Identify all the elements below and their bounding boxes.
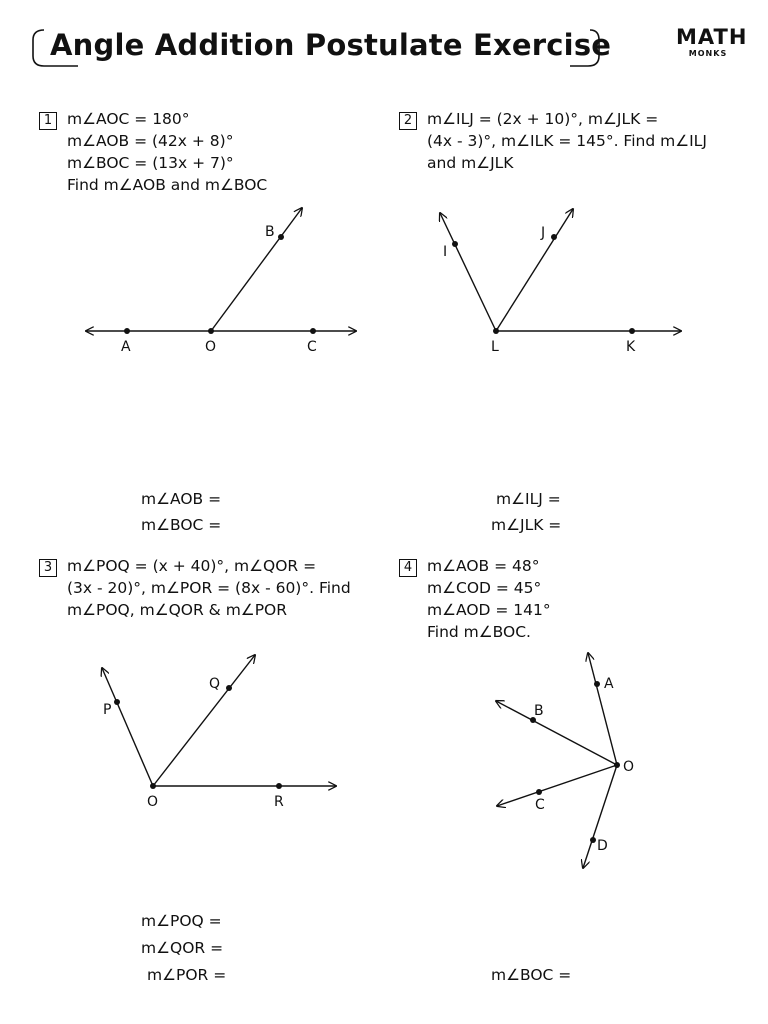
problem-1-line-3: m∠BOC = (13x + 7)° xyxy=(67,154,234,172)
problem-2-line-2: (4x - 3)°, m∠ILK = 145°. Find m∠ILJ xyxy=(427,132,707,150)
ray-oq xyxy=(153,655,255,786)
ray-lj xyxy=(496,209,573,331)
problem-4-line-4: Find m∠BOC. xyxy=(427,623,531,641)
answer-jlk[interactable]: m∠JLK = xyxy=(491,516,562,534)
problem-4-line-3: m∠AOD = 141° xyxy=(427,601,551,619)
problem-3-line-1: m∠POQ = (x + 40)°, m∠QOR = xyxy=(67,557,317,575)
ray-li xyxy=(440,213,496,331)
point-r xyxy=(276,783,282,789)
problem-number: 2 xyxy=(399,112,417,130)
ray-ob xyxy=(211,208,302,331)
label-o: O xyxy=(147,794,159,810)
point-o xyxy=(150,783,156,789)
point-o xyxy=(208,328,214,334)
point-b xyxy=(278,234,284,240)
ray-oc xyxy=(497,765,617,806)
answer-boc[interactable]: m∠BOC = xyxy=(141,516,222,534)
problem-4-line-1: m∠AOB = 48° xyxy=(427,557,540,575)
figure-2 xyxy=(440,209,681,355)
label-b: B xyxy=(534,703,544,719)
point-l xyxy=(493,328,499,334)
problem-number: 4 xyxy=(399,559,417,577)
point-d xyxy=(590,837,596,843)
figure-3 xyxy=(102,655,336,810)
problem-number: 1 xyxy=(39,112,57,130)
point-c xyxy=(310,328,316,334)
point-j xyxy=(551,234,557,240)
answer-ilj[interactable]: m∠ILJ = xyxy=(496,490,561,508)
point-k xyxy=(629,328,635,334)
label-k: K xyxy=(626,339,636,355)
problem-2-line-3: and m∠JLK xyxy=(427,154,514,172)
label-o: O xyxy=(205,339,217,355)
problem-3-line-3: m∠POQ, m∠QOR & m∠POR xyxy=(67,601,288,619)
point-a xyxy=(124,328,130,334)
label-a: A xyxy=(121,339,131,355)
answer-por[interactable]: m∠POR = xyxy=(147,966,227,984)
label-d: D xyxy=(597,838,608,854)
label-c: C xyxy=(535,797,545,813)
answer-boc-4[interactable]: m∠BOC = xyxy=(491,966,572,984)
answer-aob[interactable]: m∠AOB = xyxy=(141,490,222,508)
ray-oa xyxy=(588,653,617,765)
point-q xyxy=(226,685,232,691)
answer-qor[interactable]: m∠QOR = xyxy=(141,939,224,957)
point-c xyxy=(536,789,542,795)
label-r: R xyxy=(274,794,284,810)
ray-op xyxy=(102,668,153,786)
problem-number: 3 xyxy=(39,559,57,577)
label-i: I xyxy=(443,244,448,260)
label-b: B xyxy=(265,224,275,240)
label-p: P xyxy=(103,702,112,718)
logo-main-text: MATH xyxy=(676,25,748,49)
point-p xyxy=(114,699,120,705)
problem-3-line-2: (3x - 20)°, m∠POR = (8x - 60)°. Find xyxy=(67,579,351,597)
problem-1-line-1: m∠AOC = 180° xyxy=(67,110,190,128)
point-a xyxy=(594,681,600,687)
label-c: C xyxy=(307,339,317,355)
problem-1-line-4: Find m∠AOB and m∠BOC xyxy=(67,176,268,194)
logo-sub-text: MONKS xyxy=(688,49,728,58)
problem-2-line-1: m∠ILJ = (2x + 10)°, m∠JLK = xyxy=(427,110,659,128)
label-l: L xyxy=(491,339,499,355)
label-o: O xyxy=(623,759,635,775)
figure-1 xyxy=(86,208,356,355)
page-title: Angle Addition Postulate Exercise xyxy=(50,28,612,62)
point-o xyxy=(614,762,620,768)
problem-1-line-2: m∠AOB = (42x + 8)° xyxy=(67,132,234,150)
label-q: Q xyxy=(209,676,221,692)
problem-4-line-2: m∠COD = 45° xyxy=(427,579,542,597)
point-i xyxy=(452,241,458,247)
ray-ob xyxy=(496,701,617,765)
label-j: J xyxy=(541,225,546,241)
figure-4 xyxy=(496,653,634,868)
answer-poq[interactable]: m∠POQ = xyxy=(141,912,222,930)
label-a: A xyxy=(604,676,614,692)
